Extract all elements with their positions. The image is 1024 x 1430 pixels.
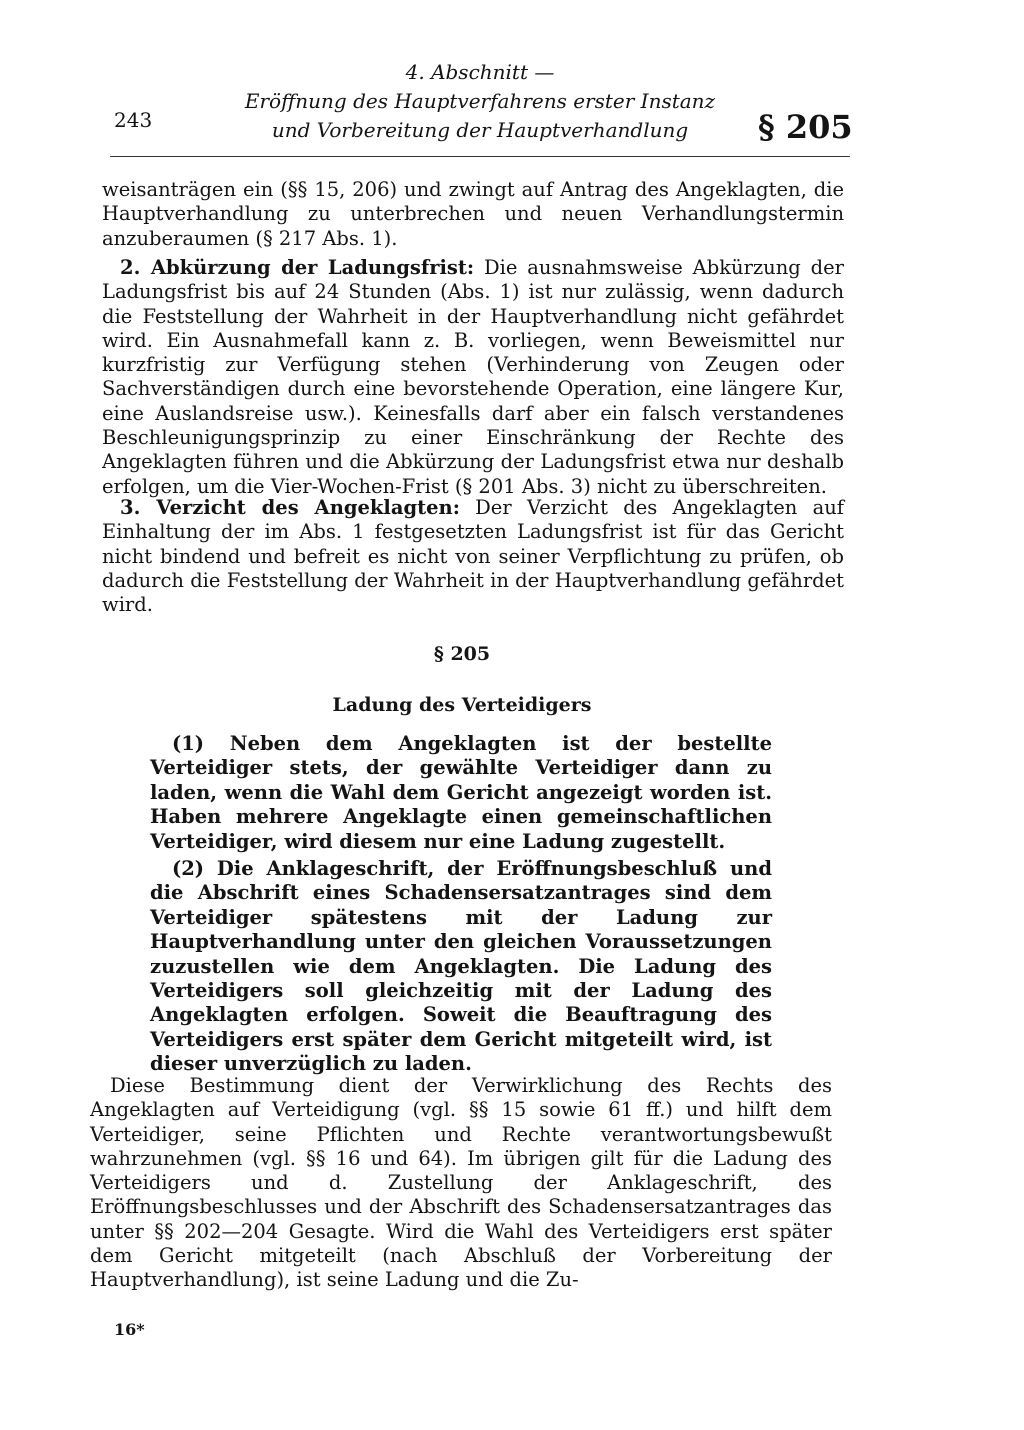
point-3-label: 3. Verzicht des Angeklagten: bbox=[120, 496, 460, 519]
commentary-paragraph: Diese Bestimmung dient der Verwirklichung des Rechts des Angeklagten auf Verteidigung (vgl. §§ 15 sowie 61 ff.) und hilft dem Verteidiger, seine Pflichten und Rechte verantwortungsbewußt wahrzunehmen (vgl. §§ 16 und 64). Im übrigen gilt für die Ladung des Verteidigers und d. Zustellung der Anklageschrift, des Eröffnungsbeschlusses und der Abschrift des Schadensersatzantrages das unter §§ 202—204 Gesagte. Wird die Wahl des Verteidigers erst später dem Gericht mitgeteilt (nach Abschluß der Vorbereitung der Hauptverhandlung), ist seine Ladung und die Zu- bbox=[90, 1074, 832, 1292]
law-paragraph-1: (1) Neben dem Angeklagten ist der bestellte Verteidiger stets, der gewählte Verteidiger dann zu laden, wenn die Wahl dem Gericht angezeigt worden ist. Haben mehrere Angeklagte einen gemeinschaftlichen Verteidiger, wird diesem nur eine Ladung zugestellt. bbox=[150, 732, 772, 853]
commentary-point-3 bbox=[102, 496, 844, 617]
law-paragraph-2: (2) Die Anklageschrift, der Eröffnungsbeschluß und die Abschrift eines Schadensersatzantrages sind dem Verteidiger spätestens mit der Ladung zur Hauptverhandlung unter den gleichen Voraussetzungen zuzustellen wie dem Angeklagten. Die Ladung des Verteidigers soll gleichzeitig mit der Ladung des Angeklagten erfolgen. Soweit die Beauftragung des Verteidigers erst später dem Gericht mitgeteilt wird, ist dieser unverzüglich zu laden. bbox=[150, 857, 772, 1076]
chapter-subtitle-line2: und Vorbereitung der Hauptverhandlung bbox=[271, 118, 689, 142]
signature-mark: 16* bbox=[114, 1320, 145, 1339]
point-2-text: Die ausnahmsweise Abkürzung der Ladungsfrist bis auf 24 Stunden (Abs. 1) ist nur zulässig, wenn dadurch die Feststellung der Wahrheit in der Hauptverhandlung nicht gefährdet wird. Ein Ausnahmefall kann z. B. vorliegen, wenn Beweismittel nur kurzfristig zur Verfügung stehen (Verhinderung von Zeugen oder Sachverständigen durch eine bevorstehende Operation, eine längere Kur, eine Auslandsreise usw.). Keinesfalls darf aber ein falsch verstandenes Beschleunigungsprinzip zu einer Einschränkung der Rechte des Angeklagten führen und die Abkürzung der Ladungsfrist etwa nur deshalb erfolgen, um die Vier-Wochen-Frist (§ 201 Abs. 3) nicht zu überschreiten. bbox=[102, 256, 845, 498]
chapter-heading: 4. Abschnitt — bbox=[405, 60, 555, 84]
header-section-number: § 205 bbox=[758, 108, 853, 146]
continuation-paragraph: weisanträgen ein (§§ 15, 206) und zwingt auf Antrag des Angeklagten, die Hauptverhandlung zu unterbrechen und neuen Verhandlungstermin anzuberaumen (§ 217 Abs. 1). bbox=[102, 178, 844, 250]
section-title: Ladung des Verteidigers bbox=[332, 694, 592, 716]
page-number: 243 bbox=[114, 108, 153, 132]
chapter-subtitle-line1: Eröffnung des Hauptverfahrens erster Instanz bbox=[244, 89, 716, 113]
point-2-label: 2. Abkürzung der Ladungsfrist: bbox=[120, 256, 475, 279]
point-3-text: Der Verzicht des Angeklagten auf Einhaltung der im Abs. 1 festgesetzten Ladungsfrist ist für das Gericht nicht bindend und befreit es nicht von seiner Verpflichtung zu prüfen, ob dadurch die Feststellung der Wahrheit in der Hauptverhandlung gefährdet wird. bbox=[102, 496, 844, 617]
section-number: § 205 bbox=[433, 643, 491, 665]
commentary-point-2 bbox=[102, 256, 844, 499]
header-divider bbox=[110, 156, 850, 157]
running-header bbox=[200, 58, 760, 145]
